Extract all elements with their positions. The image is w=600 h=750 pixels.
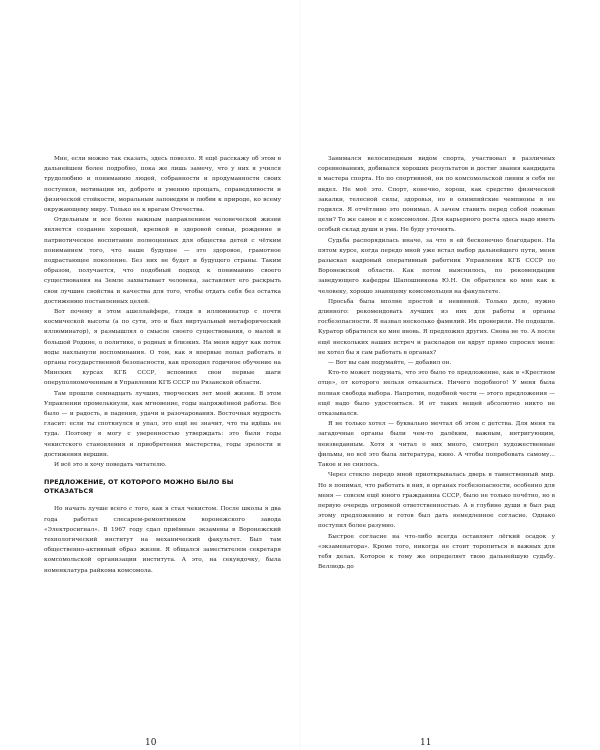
paragraph: Занимался велосипедным видом спорта, участвовал в различных соревнованиях, добивался хороших результатов и достиг звания кандидата в мастера спорта. Но по спортивной, ни по комсомольской линии я себя не видел. Не моё это. Спорт, конечно, хорош, как средство физической закалки, телесной силы, здоровья, но в олимпийские чемпионы я не годился. Я отчётливо это понимал. А зачем ставить перед собой ложные цели? То же самое и с комсомолом. Для карьерного роста здесь надо иметь особый склад души и ума. Не буду уточнять. [318, 156, 555, 234]
paragraph: Кто-то может подумать, что это было то предложение, как в «Крестном отце», от которого нельзя отказаться. Ничего подобного! У меня была полная свобода выбора. Напротив, подобной чести — этого предложения — ещё надо было удостоиться. И от таких вещей абсолютно никто не отказывался. [318, 370, 555, 418]
paragraph: — Вот вы сам подумайте, — добавил он. [328, 360, 452, 367]
paragraph: Я не только хотел — буквально мечтал об этом с детства. Для меня та загадочные органы были чем-то далёким, важным, интригующим, неизведанным. Хотя я читал о них много, смотрел художественные фильмы, но всё это была литература, кино. А чтобы попробовать самому... Такое и не снилось. [318, 421, 555, 469]
left-page [44, 154, 281, 748]
paragraph: Через стекло передо мной приоткрывалась дверь в таинственный мир. Но я понимал, что работать в них, в органах госбезопасности, особенно для меня — совсем ещё юного гражданина СССР, было не только почётно, но в первую очередь огромной ответственностью. А в глубине души я был рад этому предложению и готов был дать немедленное согласие. Однако поступил более разумно. [318, 472, 555, 530]
paragraph: Судьба распорядилась иначе, за что я ей бесконечно благодарен. На пятом курсе, когда передо мной уже встал выбор дальнейшего пути, меня разыскал кадровый оперативный работник Управления КГБ СССР по Воронежской области. Как потом выяснилось, по рекомендации заведующего кафедры Шапошникова Ю.Н. Он обратился ко мне как к человеку, хорошо знающему комсомольцев на факультете. [318, 237, 555, 295]
page-number: 10 [145, 738, 157, 748]
section-heading: ПРЕДЛОЖЕНИЕ, ОТ КОТОРОГО МОЖНО БЫЛО БЫ ОТКАЗАТЬСЯ [44, 478, 234, 496]
paragraph: Просьба была вполне простой и невинной. Только дело, нужно длинного: рекомендовать лучших из них для работы в органы госбезопасности. Я назвал несколько фамилий. Их проверили. Не подошли. Куратор обратился ко мне вновь. Я предложил других. Снова не то. А после ещё нескольких наших встреч и раскладов он вдруг прямо спросил меня: не хотел бы я сам работать в органах? [318, 298, 555, 356]
paragraph: Быстрое согласие на что-либо всегда оставляет лёгкий осадок у «экзаменатора». Кроме того, никогда не стоит торопиться в важных для тебя делах. Которое к тому же определяет твою дальнейшую судьбу. Веллюдь до [318, 533, 555, 571]
paragraph: Вот почему в этом ашеллайфере, глядя в иллюминатор с почти космической высоты (а по сути, это и был виртуальный метафорический иллюминатор), я размышлял о смысле своего существования, о малой и большой Родине, о политике, о родных и близких. На меня вдруг как поток воды нахлынули воспоминания. О том, как я впервые попал работать в органы государственной безопасности, как проходил годичное обучение на Минских курсах КГБ СССР, вспомнил свои первые шаги оперуполномоченным в Управлении КГБ СССР по Рязанской области. [44, 309, 281, 387]
paragraph: Но начать лучше всего с того, как я стал чекистом. После школы я два года работал слесарем-ремонтником воронежского завода «Электросигнал». В 1967 году сдал приёмные экзамены в Воронежский технологический институт на механический факультет. Был там общественно-активный образ жизни. Я общался заместителем секретаря комсомольской организации института. А это, на секундочку, была номенклатура райкома комсомола. [44, 506, 281, 574]
paragraph: Там прошли семнадцать лучших, творческих лет моей жизни. В этом Управлении промелькнули, как мгновение, годы напряжённой работы. Все было — и радость, и падения, удачи и разочарования. Восточная мудрость гласит: если ты споткнулся и упал, это ещё не значит, что ты идёшь не туда. Поэтому я могу с уверенностью утверждать: это были годы чекистского становления и приобретения мастерства, годы зрелости и достижения вершин. [44, 390, 281, 458]
page-gutter [299, 0, 301, 750]
paragraph: Мне, если можно так сказать, здесь повезло. Я ещё расскажу об этом в дальнейшем более подробно, пока же лишь замечу, что у них я учился трудолюбию и пониманию людей, собранности и продуманности своих поступков, мотивации их, доброте и умению прощать, справедливости и физической стойкости, моральным заповедям и любви к природе, ко всему окружающему миру. Только не к врагам Отечества. [44, 156, 281, 214]
paragraph: Отдельным и все более важным направлением человеческой жизни является создание хорошей, крепкой и здоровой семьи, рождение и патриотическое воспитание полноценных для общества детей с чётким пониманием того, что наше будущее — это здоровое, грамотное подрастающее поколение. Без них не будет и будущего страны. Таким образом, получается, что подобный подход к пониманию своего существования на Земле захватывает человека, заставляет его раскрыть свои лучшие свойства и качества для того, чтобы отдать себя без остатка достижению поставленных целей. [44, 217, 281, 305]
paragraph: И всё это я хочу поведать читателю. [54, 462, 167, 469]
page-number: 11 [420, 738, 432, 748]
right-page [318, 154, 555, 748]
